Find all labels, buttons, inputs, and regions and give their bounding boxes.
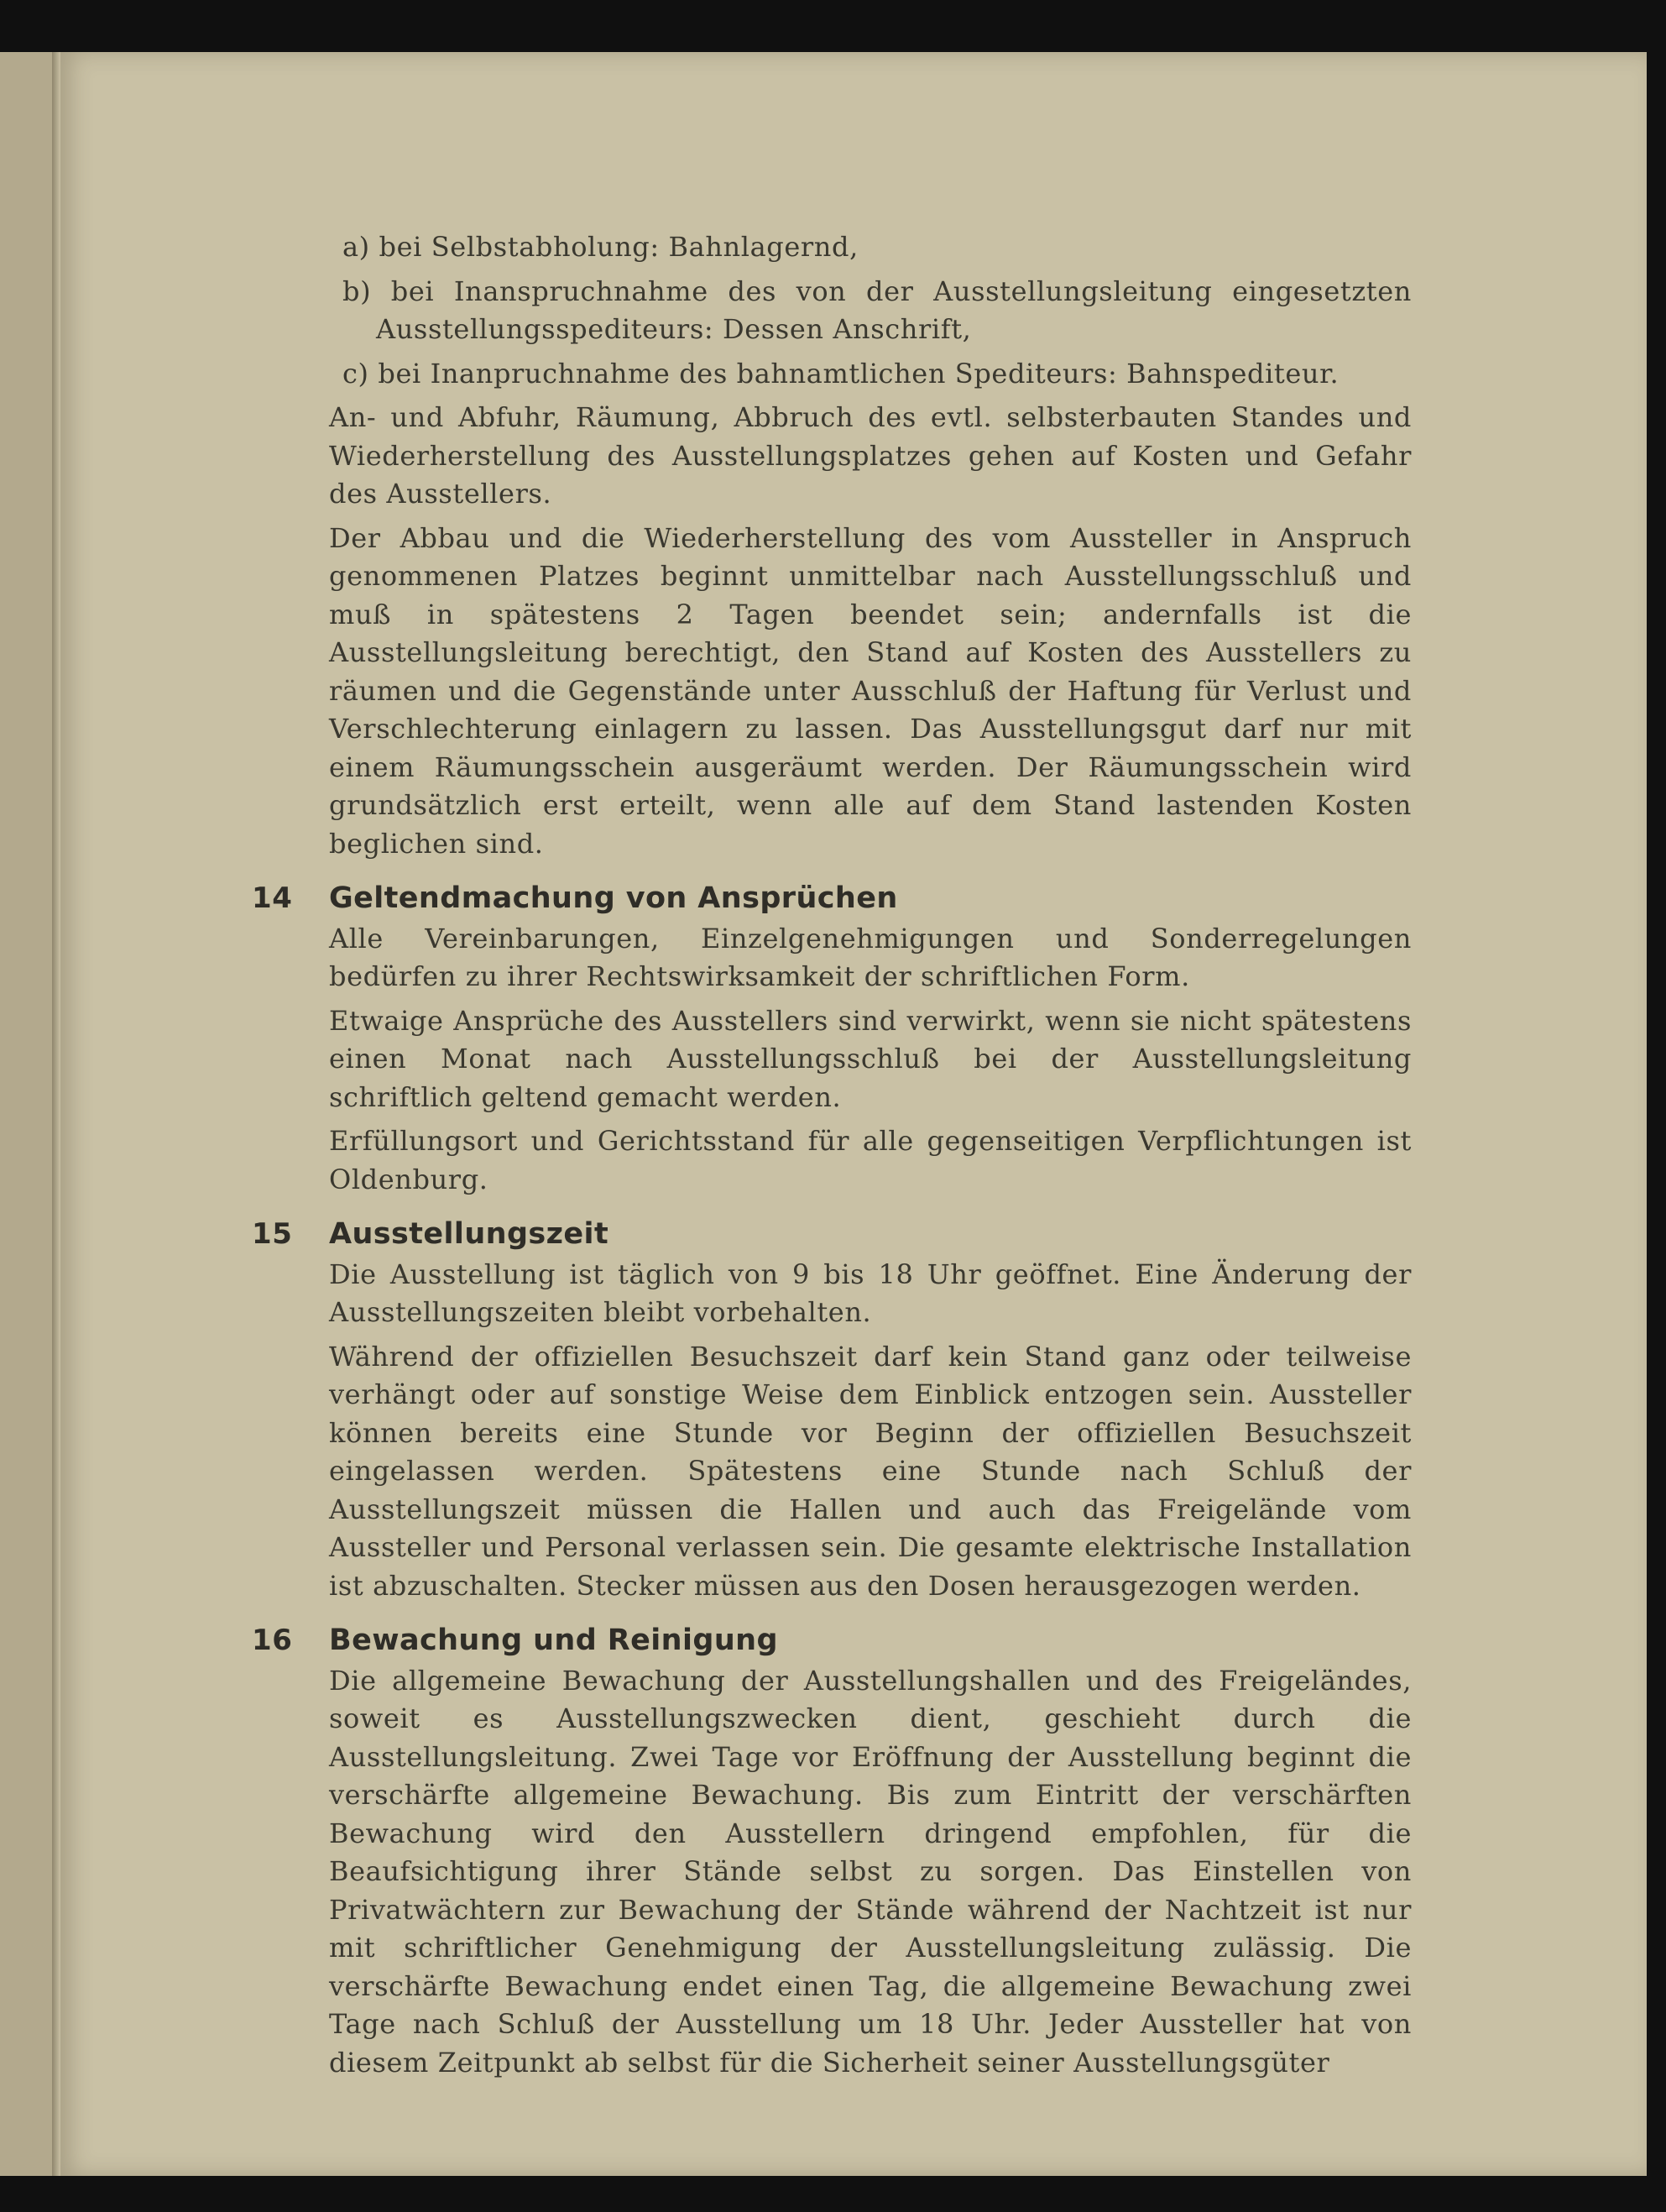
section-number: 14 — [252, 881, 293, 915]
section-15 — [252, 1216, 1412, 1605]
paragraph: Der Abbau und die Wiederherstellung des vom Aussteller in Anspruch genommenen Platzes beginnt unmittelbar nach Ausstellungsschluß und muß in spätestens 2 Tagen beendet sein; andernfalls ist die Ausstellungsleitung berechtigt, den Stand auf Kosten des Ausstellers zu räumen und die Gegenstände unter Ausschluß der Haftung für Verlust und Verschlechterung einlagern zu lassen. Das Ausstellungsgut darf nur mit einem Räumungsschein ausgeräumt werden. Der Räumungsschein wird grundsätzlich erst erteilt, wenn alle auf dem Stand lastenden Kosten beglichen sind. — [329, 521, 1412, 860]
section-title: Bewachung und Reinigung — [329, 1624, 778, 1657]
section-title: Geltendmachung von Ansprüchen — [329, 881, 898, 915]
paragraph: Während der offiziellen Besuchszeit darf kein Stand ganz oder teilweise verhängt oder auf sonstige Weise dem Einblick entzogen sein. Aussteller können bereits eine Stunde vor Beginn der offiziellen Besuchszeit eingelassen werden. Spätestens eine Stunde nach Schluß der Ausstellungszeit müssen die Hallen und auch das Freigelände vom Aussteller und Personal verlassen sein. Die gesamte elektrische Installation ist abzuschalten. Stecker müssen aus den Dosen herausgezogen werden. — [329, 1340, 1412, 1602]
paragraph: Alle Vereinbarungen, Einzelgenehmigungen und Sonderregelungen bedürfen zu ihrer Rechtswirksamkeit der schriftlichen Form. — [329, 922, 1412, 992]
section-number: 16 — [252, 1624, 293, 1657]
delivery-option-a: a) bei Selbstabholung: Bahnlagernd, — [342, 231, 859, 263]
document-page — [60, 52, 1647, 2176]
section-number: 15 — [252, 1217, 293, 1251]
paragraph: Die allgemeine Bewachung der Ausstellungshallen und des Freigeländes, soweit es Ausstellungszwecken dient, geschieht durch die Ausstellungsleitung. Zwei Tage vor Eröffnung der Ausstellung beginnt die verschärfte allgemeine Bewachung. Bis zum Eintritt der verschärften Bewachung wird den Ausstellern dringend empfohlen, für die Beaufsichtigung ihrer Stände selbst zu sorgen. Das Einstellen von Privatwächtern zur Bewachung der Stände während der Nachtzeit ist nur mit schriftlicher Genehmigung der Ausstellungsleitung zulässig. Die verschärfte Bewachung endet einen Tag, die allgemeine Bewachung zwei Tage nach Schluß der Ausstellung um 18 Uhr. Jeder Aussteller hat von diesem Zeitpunkt ab selbst für die Sicherheit seiner Ausstellungsgüter — [329, 1664, 1412, 2079]
page-text — [252, 228, 1412, 2088]
paragraph: Die Ausstellung ist täglich von 9 bis 18 Uhr geöffnet. Eine Änderung der Ausstellungszeiten bleibt vorbehalten. — [329, 1258, 1412, 1328]
paragraph: Erfüllungsort und Gerichtsstand für alle gegenseitigen Verpflichtungen ist Oldenburg. — [329, 1125, 1412, 1195]
delivery-option-c: c) bei Inanpruchnahme des bahnamtlichen Spediteurs: Bahnspediteur. — [342, 357, 1340, 390]
section-16 — [252, 1622, 1412, 2082]
section-title: Ausstellungszeit — [329, 1217, 609, 1251]
page-fold — [52, 52, 60, 2176]
paragraph: Etwaige Ansprüche des Ausstellers sind verwirkt, wenn sie nicht spätestens einen Monat nach Ausstellungsschluß bei der Ausstellungsleitung schriftlich geltend gemacht werden. — [329, 1004, 1412, 1113]
paragraph: An- und Abfuhr, Räumung, Abbruch des evtl. selbsterbauten Standes und Wiederherstellung des Ausstellungsplatzes gehen auf Kosten und Gefahr des Ausstellers. — [329, 401, 1412, 510]
section-14 — [252, 880, 1412, 1199]
delivery-option-b: b) bei Inanspruchnahme des von der Ausstellungsleitung eingesetzten Ausstellungsspediteurs: Dessen Anschrift, — [342, 275, 1412, 345]
